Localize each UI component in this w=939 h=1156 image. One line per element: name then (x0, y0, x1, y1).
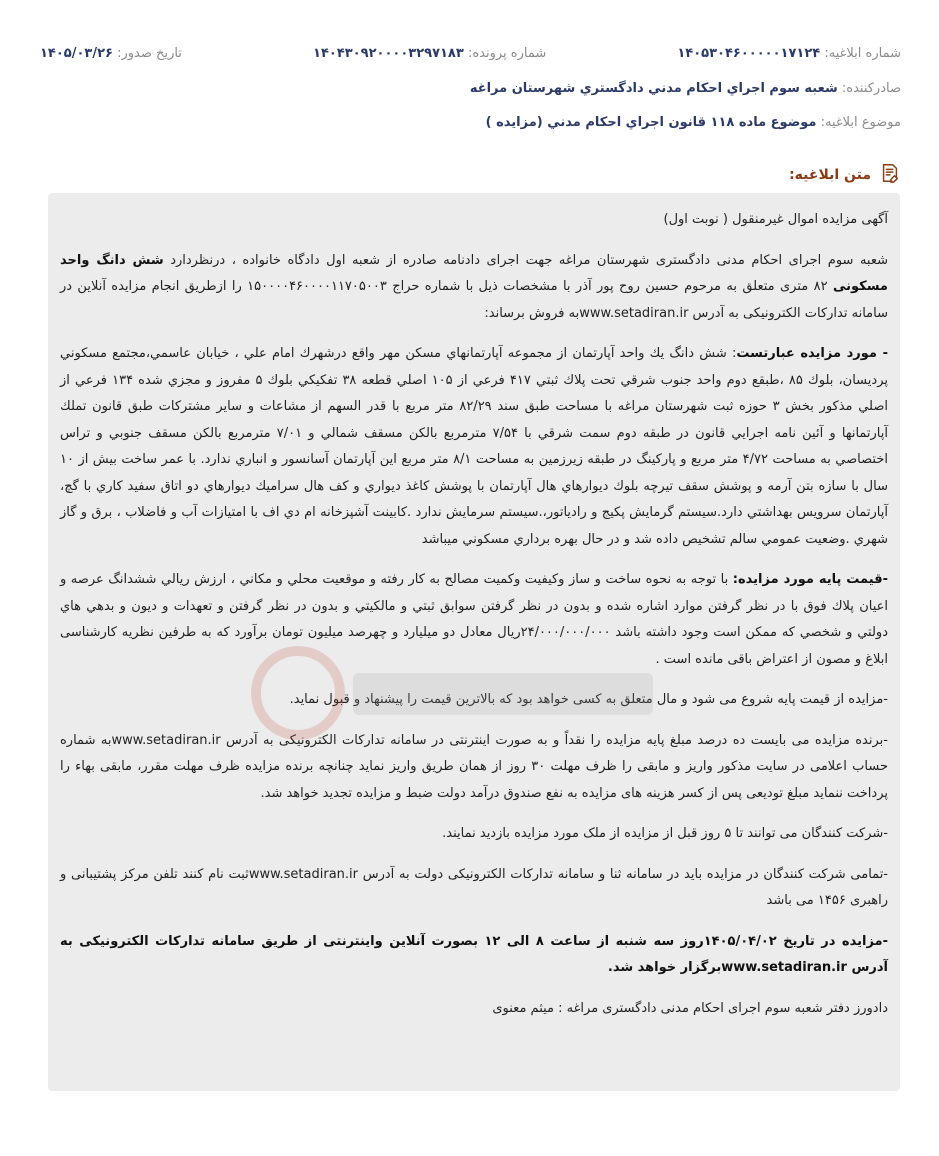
paragraph-visit: -شرکت کنندگان می توانند تا ۵ روز قبل از مزایده از ملک مورد مزایده بازدید نمایند. (442, 826, 888, 841)
subject-heading: - مورد مزایده عبارتست (736, 346, 888, 361)
base-price-heading: -قیمت پایه مورد مزایده: (732, 572, 888, 587)
paragraph-title: آگهی مزایده اموال غیرمنقول ( نوبت اول) (663, 212, 888, 227)
file-number (313, 46, 546, 61)
subject-label: موضوع ابلاغیه: (820, 115, 901, 130)
file-number-label: شماره پرونده: (467, 46, 547, 61)
intro-text-a: شعبه سوم اجرای احکام مدنی دادگستری شهرستان مراغه جهت اجرای دادنامه صادره از شعبه اول دادگاه خانواده ، درنظردارد (170, 252, 888, 268)
paragraph-auction-date (60, 929, 888, 982)
paragraph-base-price (60, 567, 888, 673)
paragraph-registration: -تمامی شرکت کنندگان در مزایده باید در سامانه ثنا و سامانه تدارکات الکترونیکی دولت به آدرس www.setadiran.irثبت نام کنند تلفن مرکز پشتیبانی و راهبری ۱۴۵۶ می باشد (60, 866, 888, 908)
paragraph-signature: دادورز دفتر شعبه سوم اجرای احکام مدنی دادگستری مراغه : میثم معنوی (492, 1000, 888, 1016)
subject-line (486, 115, 901, 130)
notice-number-value: ۱۴۰۵۳۰۴۶۰۰۰۰۰۱۷۱۲۴ (677, 46, 821, 61)
notice-body (48, 193, 900, 1091)
notice-number-label: شماره ابلاغیه: (824, 46, 901, 61)
issue-date-label: تاریخ صدور: (117, 46, 182, 61)
issuer-line (470, 81, 901, 96)
subject-text: : شش دانگ يك واحد آپارتمان از مجموعه آپارتمانهاي مسكن مهر واقع درشهرك امام علي ، خيابان عاسمي،مجتمع مسكوني پرديسان، بلوك ۸۵ ،طبقع دوم واحد جنوب شرقي تحت پلاك ثبتي ۴۱۷ فرعي از ۱۰۵ اصلي قطعه ۳۸ تفكيكي بلوك ۵ مفروز و مجزي شده ۱۳۴ فرعي از اصلي مذكور بخش ۳ حوزه ثبت شهرستان مراغه با مساحت طبق سند ۸۲/۲۹ متر مربع با قدر السهم از مشاعات و ساير مشتركات طبق قانون تملك آپارتمانها و آئين نامه اجرايي قانون در طبقه دوم سمت شرقي با ۷/۵۴ مترمربع بالكن مسقف شمالي و ۷/۰۱ مترمربع بالكن مسقف جنوبي و تراس اختصاصي به مساحت ۴/۷۲ متر مربع و پاركينگ در طبقه زيرزمين به مساحت ۸/۱ متر مربع اين آپارتمان آسانسور و انباري ندارد. با عمر ساخت بيش از ۱۰ سال با سازه بتن آرمه و پوشش سقف تيرچه بلوك ديوارهاي هال آپارتمان با پوشش كاغذ ديواري و كف هال سراميك ديوارهاي دو اتاق سفيد كاري با گچ، آپارتمان سرويس بهداشتي دارد.سيستم گرمايش پكيج و رادياتور،.سيستم سرمايش ندارد .كابينت آشپزخانه ام دي اف با امتيازات آب و فاضلاب ، برق و گاز شهري .وضعيت عمومي سالم تشخيص داده شد و در حال بهره برداري مسكوني ميباشد (60, 346, 889, 547)
meta-row (40, 46, 901, 61)
subject-value: موضوع ماده ۱۱۸ قانون اجراي احكام مدني (مزايده ) (485, 115, 817, 130)
base-price-text: با توجه به نحوه ساخت و ساز وكيفيت وكميت مصالح به كار رفته و موقعيت محلي و مكاني ، ارزش ريالي ششدانگ عرصه و اعيان پلاك فوق با در نظر گرفتن موارد اشاره شده و بدون در نظر گرفتن سوابق ثبتي و مالكيتي و بدون در نظر گرفتن و تعهدات و ديون و بدهي هاي دولتي و شخصي كه ممكن است وجود داشته باشد ۲۴/۰۰۰/۰۰۰/۰۰۰ريال معادل دو ميلیارد و چهرصد ميليون تومان برآورد كه به طرفين نظريه كارشناسی ابلاغ و مصون از اعتراض باقی مانده است . (60, 572, 888, 667)
paragraph-intro (60, 248, 888, 328)
paragraph-start-price: -مزایده از قیمت پایه شروع می شود و مال متعلق به کسی خواهد بود که بالاترین قیمت را پیشنهاد و قبول نماید. (289, 692, 888, 707)
auction-date-text: -مزایده در تاریخ ۱۴۰۵/۰۴/۰۲روز سه شنبه از ساعت ۸ الی ۱۲ بصورت آنلاین واینترنتی از طریق سامانه تدارکات الکترونیکی به آدرس www.setadiran.irبرگزار خواهد شد. (60, 933, 888, 975)
issue-date-value: ۱۴۰۵/۰۳/۲۶ (40, 46, 113, 61)
paragraph-subject (60, 341, 888, 553)
notice-text-label: متن ابلاغیه: (789, 167, 871, 183)
intro-text-c: ۸۲ متری متعلق به مرحوم حسین روح پور آذر با مشخصات ذیل با شماره حراج ۱۵۰۰۰۰۴۶۰۰۰۰۱۱۷۰۵۰۰۳ را ازطریق انجام مزایده آنلاین در سامانه تدارکات الکترونیکی به آدرس www.setadiran.irبه فروش برساند: (60, 279, 888, 321)
notice-number (677, 46, 901, 61)
issuer-label: صادرکننده: (841, 81, 901, 96)
file-number-value: ۱۴۰۴۳۰۹۲۰۰۰۰۳۲۹۷۱۸۳ (313, 46, 464, 61)
paragraph-winner-payment: -برنده مزایده می بایست ده درصد مبلغ پایه مزایده را نقداً و به صورت اینترنتی در سامانه تدارکات الکترونیکی به آدرس www.setadiran.irبه شماره حساب اعلامی در سایت مذکور واریز و مابقی را ظرف مهلت ۳۰ روز از همان طریق واریز نماید چنانچه برنده مزایده ظرف مهلت مقرر، مابقی بهاء را پرداخت ننماید مبلغ تودیعی پس از کسر هزینه های مزایده به نفع صندوق درآمد دولت ضبط و مزایده تجدید خواهد شد. (60, 732, 888, 801)
notice-text-heading (789, 162, 901, 188)
document-icon (879, 162, 901, 188)
issuer-value: شعبه سوم اجراي احكام مدني دادگستري شهرستان مراغه (469, 81, 838, 96)
issue-date (40, 46, 182, 61)
intro-text-bold: شش دانگ واحد مسکونی (60, 252, 888, 294)
